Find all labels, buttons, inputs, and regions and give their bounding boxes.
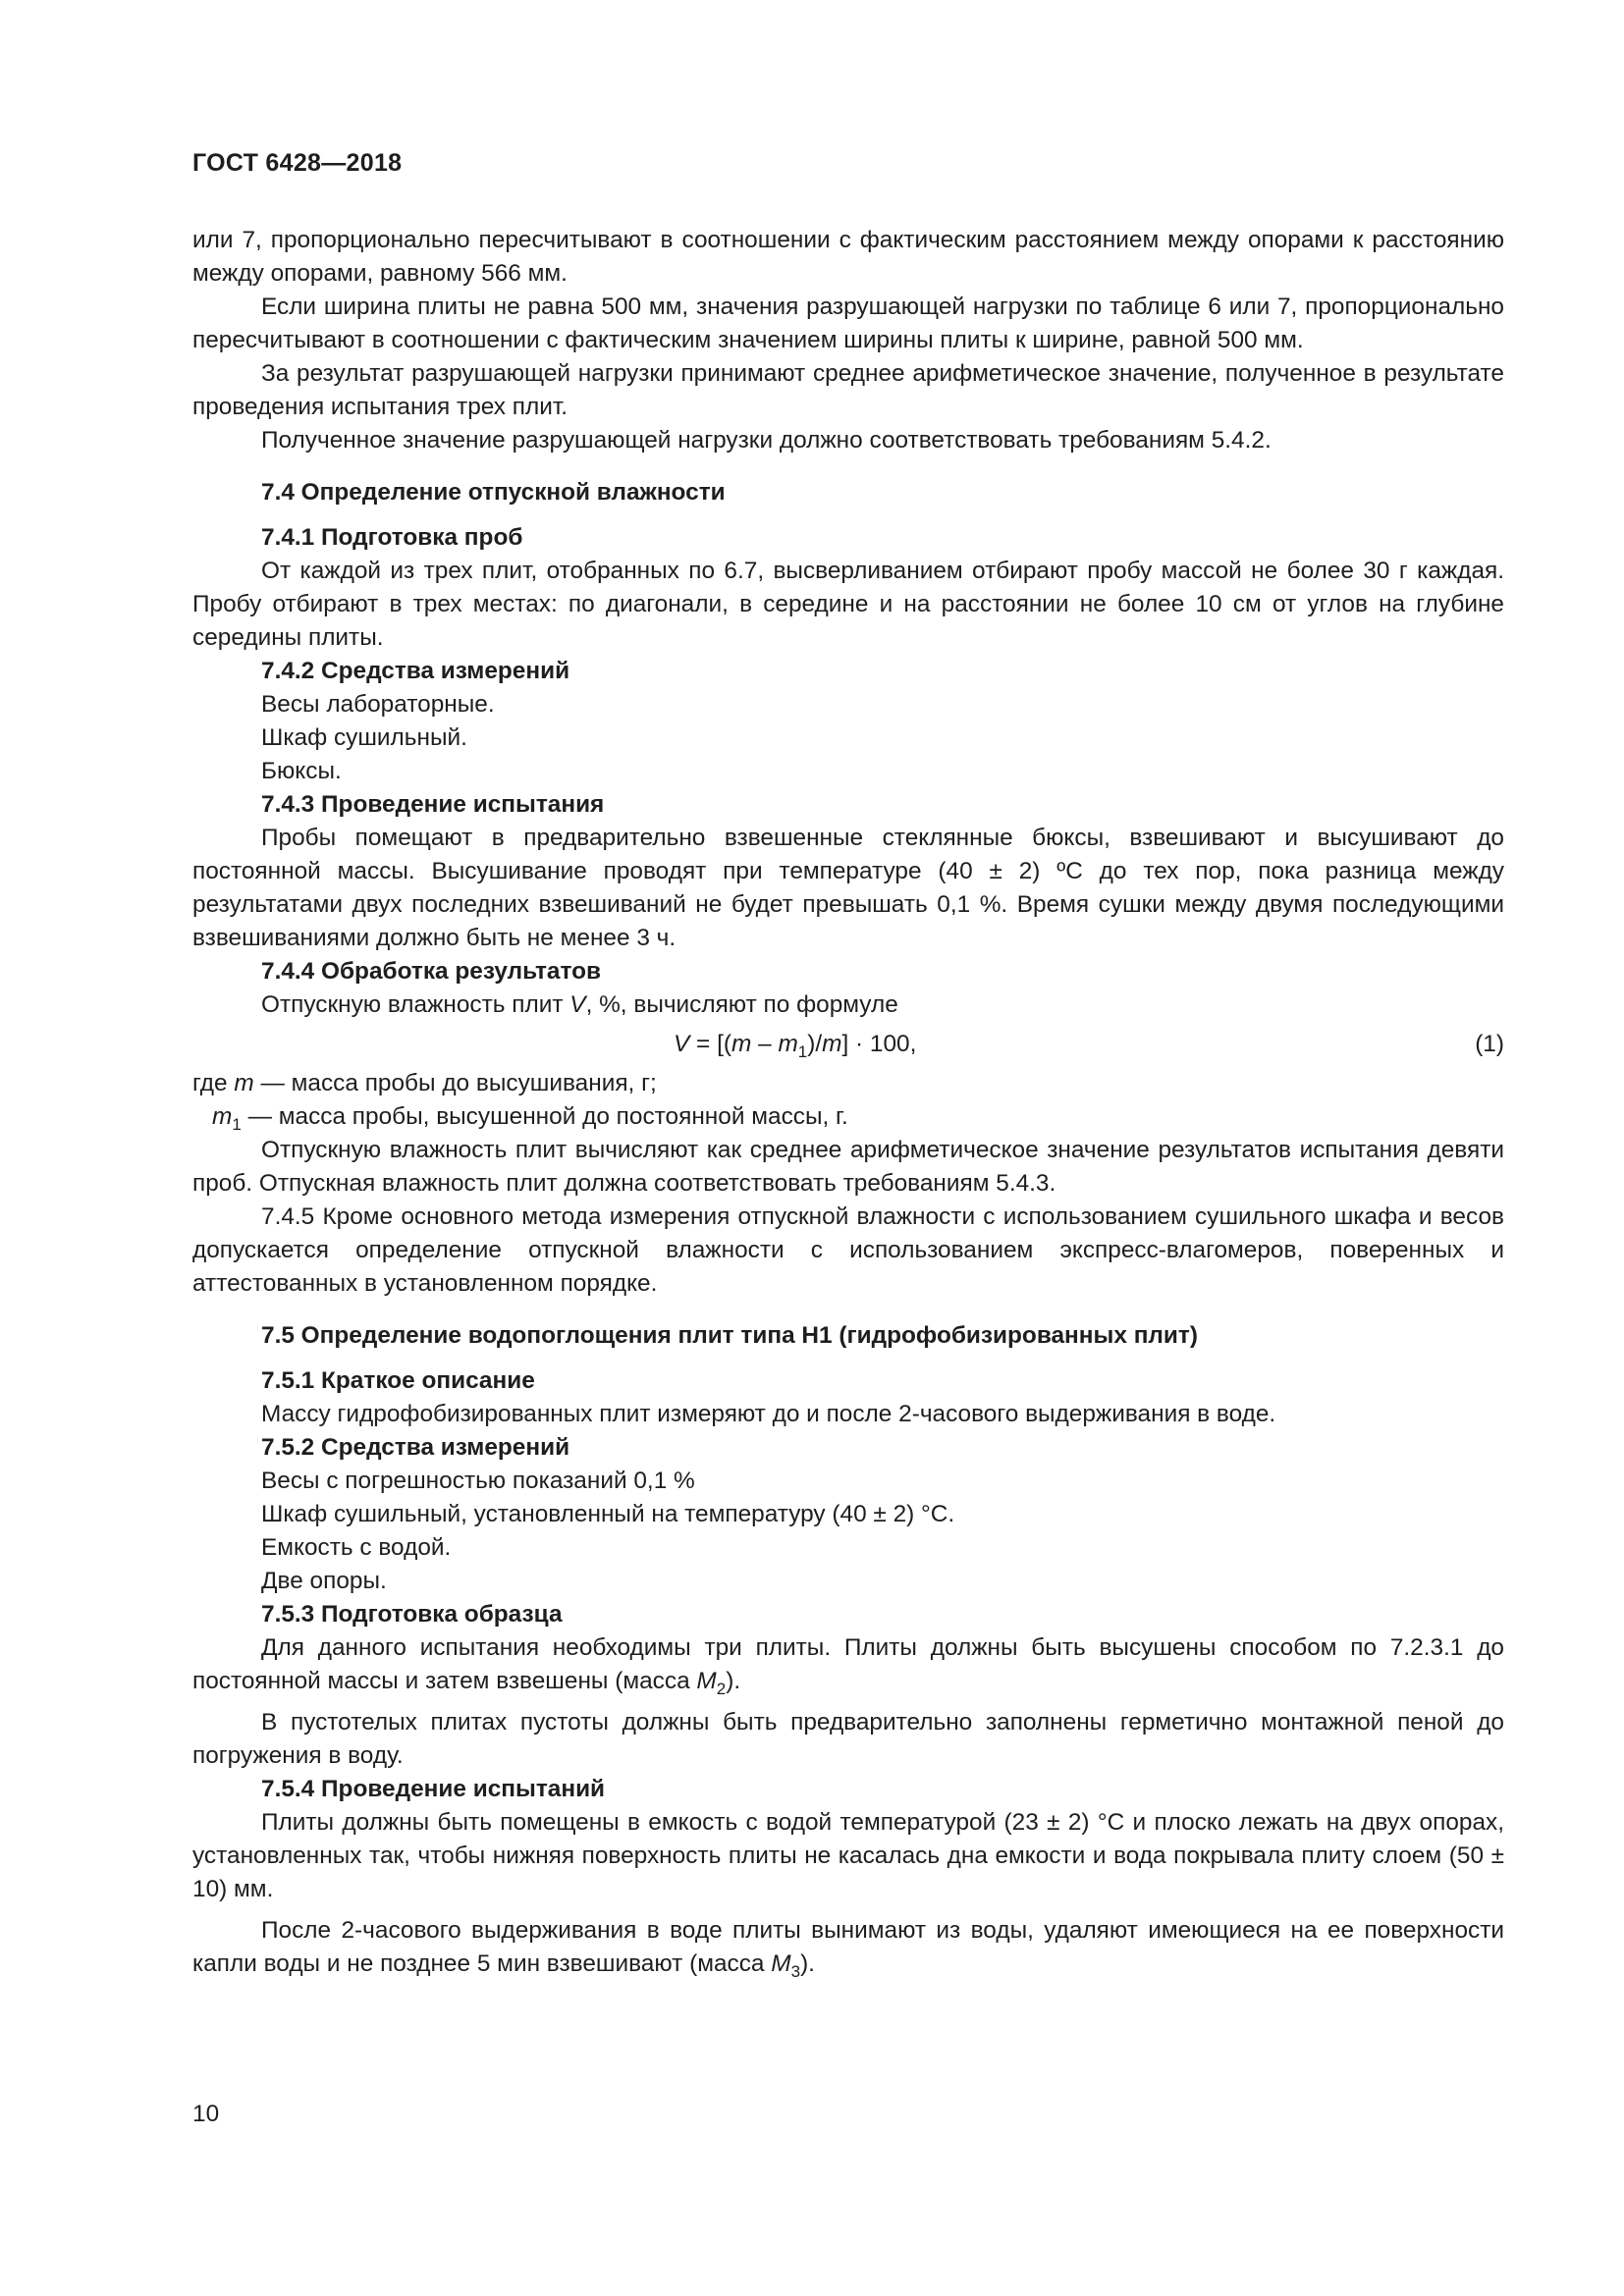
formula-legend: где m — масса пробы до высушивания, г; <box>192 1070 657 1096</box>
document-body <box>192 224 1504 1981</box>
list-item: Бюксы. <box>261 758 342 784</box>
paragraph: Отпускную влажность плит вычисляют как среднее арифметическое значение результатов испытания девяти проб. Отпускная влажность плит должна соответствовать требованиям 5.4.3. <box>192 1137 1504 1197</box>
subsection-heading-7-5-1: 7.5.1 Краткое описание <box>261 1367 535 1394</box>
subsection-heading-7-5-2: 7.5.2 Средства измерений <box>261 1434 570 1461</box>
paragraph: 7.4.5 Кроме основного метода измерения отпускной влажности с использованием сушильного шкафа и весов допускается определение отпускной влажности с использованием экспресс-влагомеров, поверенных и аттестованных в установленном порядке. <box>192 1203 1504 1297</box>
formula-expression: $V = [(m - m_1)/m] \cdot 100$, <box>674 1031 917 1061</box>
section-heading-7-4: 7.4 Определение отпускной влажности <box>261 479 726 506</box>
list-item: Шкаф сушильный. <box>261 724 467 751</box>
paragraph: Пробы помещают в предварительно взвешенные стеклянные бюксы, взвешивают и высушивают до постоянной массы. Высушивание проводят при температуре (40 ± 2) ºС до тех пор, пока разница между результатами двух последних взвешиваний не будет превышать 0,1 %. Время сушки между двумя последующими взвешиваниями должно быть не менее 3 ч. <box>192 825 1504 951</box>
subsection-heading-7-4-4: 7.4.4 Обработка результатов <box>261 958 601 985</box>
subsection-heading-7-5-3: 7.5.3 Подготовка образца <box>261 1601 563 1628</box>
paragraph: За результат разрушающей нагрузки принимают среднее арифметическое значение, полученное в результате проведения испытания трех плит. <box>192 360 1504 420</box>
paragraph: Для данного испытания необходимы три плиты. Плиты должны быть высушены способом по 7.2.3.1 до постоянной массы и затем взвешены (масса $M_2$). <box>192 1634 1504 1698</box>
list-item: Емкость с водой. <box>261 1534 452 1561</box>
formula-1 <box>192 1022 1504 1067</box>
section-heading-7-5: 7.5 Определение водопоглощения плит типа Н1 (гидрофобизированных плит) <box>261 1322 1198 1349</box>
formula-intro: Отпускную влажность плит V, %, вычисляют по формуле <box>261 991 898 1018</box>
page-number: 10 <box>192 2101 220 2127</box>
list-item: Весы с погрешностью показаний 0,1 % <box>261 1468 695 1494</box>
formula-number: (1) <box>1475 1031 1504 1057</box>
variable-v: V <box>569 991 586 1018</box>
formula-legend: $m_1$ — масса пробы, высушенной до постоянной массы, г. <box>212 1103 848 1134</box>
paragraph: В пустотелых плитах пустоты должны быть предварительно заполнены герметично монтажной пеной до погружения в воду. <box>192 1709 1504 1769</box>
subsection-heading-7-5-4: 7.5.4 Проведение испытаний <box>261 1776 606 1802</box>
subsection-heading-7-4-1: 7.4.1 Подготовка проб <box>261 524 523 551</box>
paragraph: После 2-часового выдерживания в воде плиты вынимают из воды, удаляют имеющиеся на ее поверхности капли воды и не позднее 5 мин взвешивают (масса $M_3$). <box>192 1917 1504 1981</box>
paragraph: Полученное значение разрушающей нагрузки должно соответствовать требованиям 5.4.2. <box>261 427 1272 454</box>
list-item: Шкаф сушильный, установленный на температуру (40 ± 2) °С. <box>261 1501 955 1527</box>
subsection-heading-7-4-2: 7.4.2 Средства измерений <box>261 658 570 684</box>
paragraph: или 7, пропорционально пересчитывают в соотношении с фактическим расстоянием между опорами к расстоянию между опорами, равному 566 мм. <box>192 227 1504 287</box>
subsection-heading-7-4-3: 7.4.3 Проведение испытания <box>261 791 605 818</box>
list-item: Две опоры. <box>261 1568 387 1594</box>
paragraph: От каждой из трех плит, отобранных по 6.7, высверливанием отбирают пробу массой не более 30 г каждая. Пробу отбирают в трех местах: по диагонали, в середине и на расстоянии не более 10 см от углов на глубине середины плиты. <box>192 558 1504 651</box>
paragraph: Плиты должны быть помещены в емкость с водой температурой (23 ± 2) °С и плоско лежать на двух опорах, установленных так, чтобы нижняя поверхность плиты не касалась дна емкости и вода покрывала плиту слоем (50 ± 10) мм. <box>192 1809 1504 1902</box>
paragraph: Если ширина плиты не равна 500 мм, значения разрушающей нагрузки по таблице 6 или 7, пропорционально пересчитывают в соотношении с фактическим значением ширины плиты к ширине, равной 500 мм. <box>192 294 1504 353</box>
paragraph: Массу гидрофобизированных плит измеряют до и после 2-часового выдерживания в воде. <box>261 1401 1276 1427</box>
list-item: Весы лабораторные. <box>261 691 495 718</box>
document-code-header: ГОСТ 6428—2018 <box>192 149 403 177</box>
